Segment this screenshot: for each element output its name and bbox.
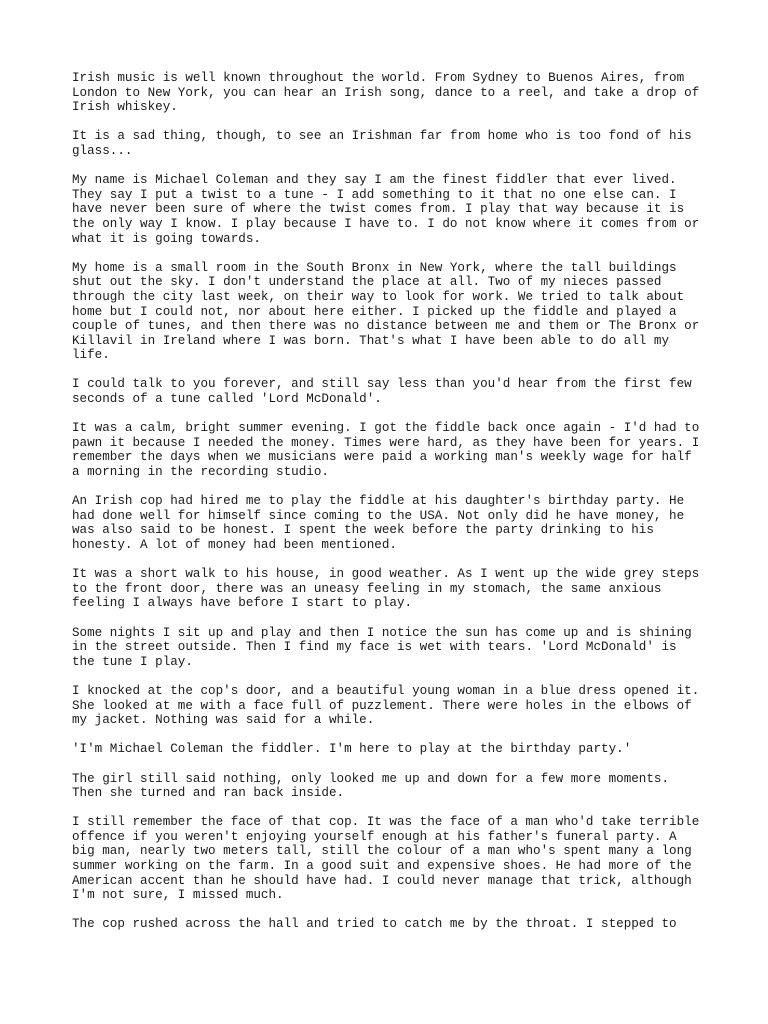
paragraph: An Irish cop had hired me to play the fiddle at his daughter's birthday party. He had done well for himself since coming to the USA. Not only did he have money, he was also said to be honest. I spent the week before the party drinking to his honesty. A lot of money had been mentioned.	[72, 494, 685, 552]
paragraph: The girl still said nothing, only looked me up and down for a few more moments. Then she turned and ran back inside.	[72, 771, 670, 801]
paragraph: My name is Michael Coleman and they say I am the finest fiddler that ever lived. They say I put a twist to a tune - I add something to it that no one else can. I have never been sure of where the twist comes from. I play that way because it is the only way I know. I play because I have to. I do not know where it comes from or what it is going towards.	[72, 173, 700, 246]
paragraph: The cop rushed across the hall and tried to catch me by the throat. I stepped to	[72, 917, 677, 932]
document-page	[72, 71, 702, 947]
paragraph: It is a sad thing, though, to see an Irishman far from home who is too fond of his glass...	[72, 129, 692, 158]
paragraph: It was a short walk to his house, in good weather. As I went up the wide grey steps to the front door, there was an uneasy feeling in my stomach, the same anxious feeling I always have before I start to play.	[72, 567, 700, 611]
paragraph: My home is a small room in the South Bronx in New York, where the tall buildings shut out the sky. I don't understand the place at all. Two of my nieces passed through the city last week, on their way to look for work. We tried to talk about home but I could not, nor about here either. I picked up the fiddle and played a couple of tunes, and then there was no distance between me and them or The Bronx or Killavil in Ireland where I was born. That's what I have been able to do all my life.	[72, 260, 700, 363]
paragraph: Irish music is well known throughout the world. From Sydney to Buenos Aires, from London to New York, you can hear an Irish song, dance to a reel, and take a drop of Irish whiskey.	[72, 71, 700, 115]
paragraph: Some nights I sit up and play and then I notice the sun has come up and is shining in the street outside. Then I find my face is wet with tears. 'Lord McDonald' is the tune I play.	[72, 625, 692, 669]
paragraph: I knocked at the cop's door, and a beautiful young woman in a blue dress opened it. She looked at me with a face full of puzzlement. There were holes in the elbows of my jacket. Nothing was said for a while.	[72, 683, 700, 728]
paragraph: 'I'm Michael Coleman the fiddler. I'm here to play at the birthday party.'	[72, 742, 632, 757]
paragraph: It was a calm, bright summer evening. I got the fiddle back once again - I'd had to pawn it because I needed the money. Times were hard, as they have been for years. I remember the days when we musicians were paid a working man's weekly wage for half a morning in the recording studio.	[72, 421, 700, 480]
paragraph: I could talk to you forever, and still say less than you'd hear from the first few seconds of a tune called 'Lord McDonald'.	[72, 377, 692, 407]
paragraph: I still remember the face of that cop. It was the face of a man who'd take terrible offence if you weren't enjoying yourself enough at his father's funeral party. A big man, nearly two meters tall, still the colour of a man who's spent many a long summer working on the farm. In a good suit and expensive shoes. He had more of the American accent than he should have had. I could never manage that trick, although I'm not sure, I missed much.	[72, 815, 700, 903]
